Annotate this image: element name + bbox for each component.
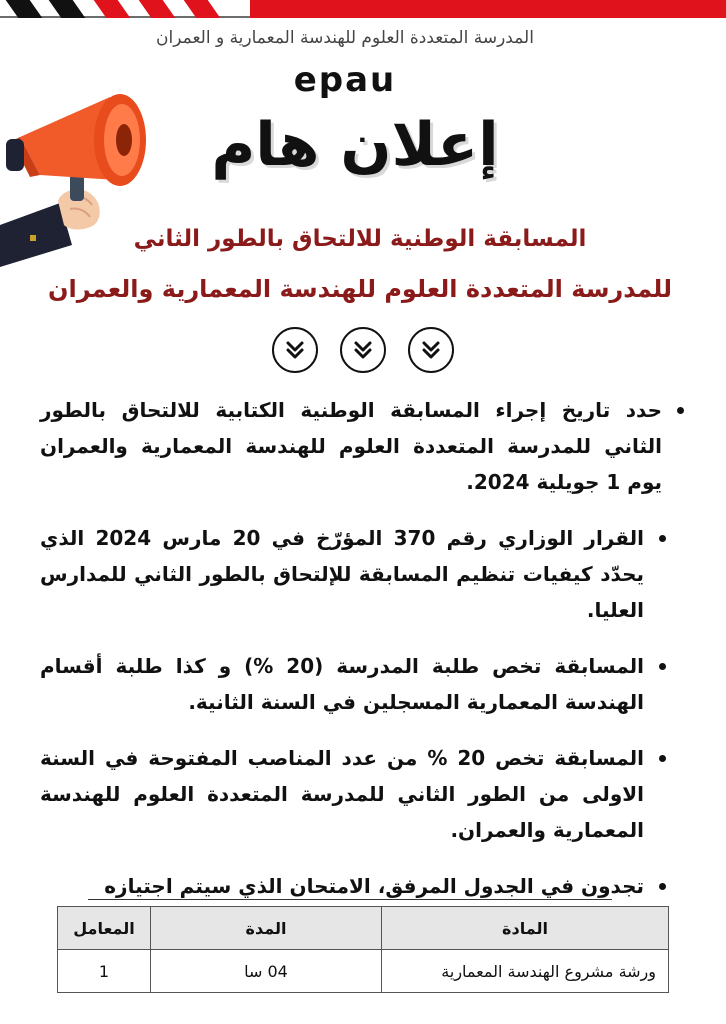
cell-coefficient: 1 <box>58 950 151 993</box>
list-item: القرار الوزاري رقم 370 المؤرّخ في 20 مارس 2024 الذي يحدّد كيفيات تنظيم المسابقة للإلتحاق بالطور الثاني للمدارس العليا. <box>40 520 662 628</box>
cell-subject: ورشة مشروع الهندسة المعمارية <box>382 950 669 993</box>
chevron-double-down-icon <box>272 327 318 373</box>
chevron-double-down-icon <box>408 327 454 373</box>
announcement-list <box>40 392 690 904</box>
divider <box>88 899 612 900</box>
school-name: المدرسة المتعددة العلوم للهندسة المعمارية و العمران <box>156 28 534 48</box>
announcement-body <box>40 392 690 904</box>
column-header-duration: المدة <box>151 907 382 950</box>
table-header-row <box>58 907 669 950</box>
list-item: حدد تاريخ إجراء المسابقة الوطنية الكتابية للالتحاق بالطور الثاني للمدرسة المتعددة العلوم للهندسة المعمارية والعمران يوم 1 جويلية 2024. <box>40 392 662 500</box>
exam-table <box>57 906 669 993</box>
school-logo: epau <box>293 60 397 100</box>
table-row <box>58 950 669 993</box>
list-item: المسابقة تخص طلبة المدرسة (20 %) و كذا طلبة أقسام الهندسة المعمارية المسجلين في السنة الثانية. <box>40 648 662 720</box>
announcement-headline: إعلان هام <box>211 110 499 180</box>
chevron-group <box>272 327 454 373</box>
subtitle-school: للمدرسة المتعددة العلوم للهندسة المعمارية والعمران <box>47 275 672 303</box>
list-item: تجدون في الجدول المرفق، الامتحان الذي سيتم اجتيازه <box>40 868 662 904</box>
top-stripes <box>0 0 726 18</box>
cell-duration: 04 سا <box>151 950 382 993</box>
column-header-subject: المادة <box>382 907 669 950</box>
subtitle-competition: المسابقة الوطنية للالتحاق بالطور الثاني <box>133 226 587 252</box>
column-header-coefficient: المعامل <box>58 907 151 950</box>
chevron-double-down-icon <box>340 327 386 373</box>
list-item: المسابقة تخص 20 % من عدد المناصب المفتوحة في السنة الاولى من الطور الثاني للمدرسة المتعددة العلوم للهندسة المعمارية والعمران. <box>40 740 662 848</box>
top-red-bar <box>250 0 726 18</box>
